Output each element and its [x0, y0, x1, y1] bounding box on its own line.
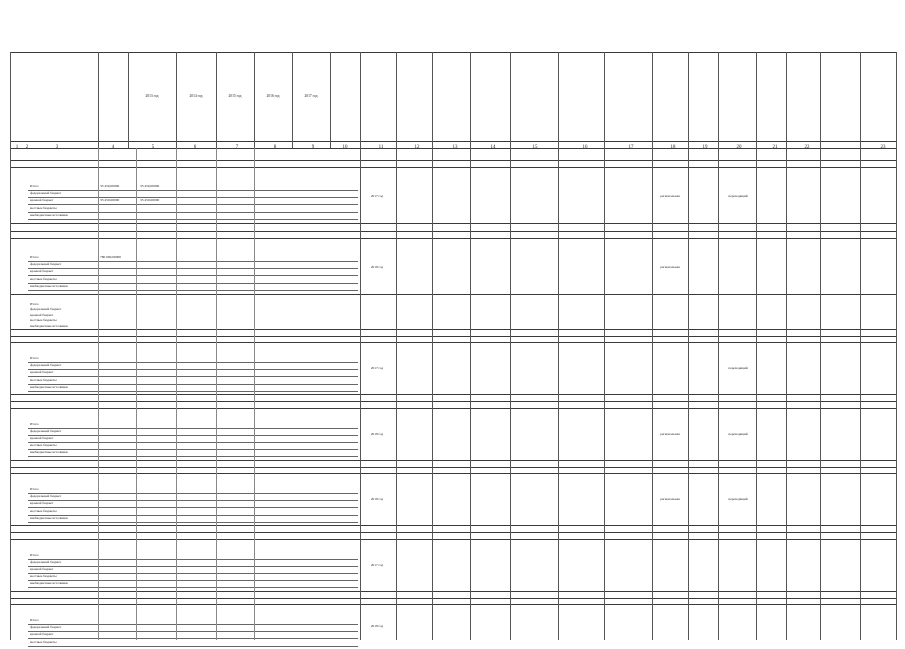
budget-row-label: внебюджетные источники: [30, 385, 90, 389]
budget-row-label: Итого: [30, 255, 90, 259]
budget-value: 33 450,00000: [100, 198, 119, 202]
column-number: 22: [802, 145, 812, 150]
budget-row-label: краевой бюджет: [30, 269, 90, 273]
table-rule: [470, 148, 471, 640]
table-rule: [28, 219, 358, 220]
column-number: 18: [668, 145, 678, 150]
column-number: 13: [450, 145, 460, 150]
budget-row-label: федеральный бюджет: [30, 429, 90, 433]
column-number: 6: [190, 145, 200, 150]
table-rule: [98, 52, 99, 148]
budget-row-label: Итого: [30, 487, 90, 491]
budget-value: 33 450,00000: [140, 184, 159, 188]
table-rule: [510, 52, 511, 148]
header-col-15: [604, 52, 652, 140]
object-attribute-level: региональная: [652, 432, 688, 436]
budget-row-label: краевой бюджет: [30, 567, 90, 571]
table-rule: [10, 532, 896, 533]
table-rule: [128, 52, 129, 148]
table-rule: [396, 148, 397, 640]
table-rule: [10, 141, 896, 142]
budget-row-label: краевой бюджет: [30, 198, 90, 202]
budget-row-label: федеральный бюджет: [30, 363, 90, 367]
table-rule: [28, 587, 358, 588]
table-rule: [652, 148, 653, 640]
table-rule: [652, 52, 653, 148]
column-number: 11: [376, 145, 386, 150]
column-number: 3: [52, 145, 62, 150]
table-rule: [604, 148, 605, 640]
table-rule: [10, 223, 896, 224]
budget-row-label: внебюджетные источники: [30, 284, 90, 288]
table-rule: [330, 52, 331, 148]
budget-value: 780 600,00000: [100, 255, 121, 259]
column-number: 4: [108, 145, 118, 150]
header-col-2: [98, 52, 128, 140]
table-rule: [28, 391, 358, 392]
table-rule: [10, 598, 896, 599]
table-rule: [718, 52, 719, 148]
section-heading: [12, 461, 892, 466]
section-heading: [12, 154, 892, 159]
table-rule: [10, 167, 896, 168]
object-attribute-level: региональная: [652, 497, 688, 501]
table-rule: [216, 52, 217, 148]
table-rule: [558, 148, 559, 640]
table-rule: [786, 148, 787, 640]
header-col-7: 2017 год: [292, 52, 330, 140]
table-rule: [896, 52, 897, 148]
table-rule: [10, 148, 11, 640]
object-attribute-term: 2017 год: [362, 366, 392, 370]
object-attribute-c5: переходящий: [722, 432, 754, 436]
column-number: 14: [488, 145, 498, 150]
object-title: [28, 409, 358, 421]
section-heading: [12, 225, 892, 230]
budget-row-label: Итого: [30, 618, 90, 622]
header-col-21: [820, 52, 896, 140]
budget-row-label: федеральный бюджет: [30, 191, 90, 195]
header-col-18: [718, 52, 756, 140]
budget-row-label: краевой бюджет: [30, 436, 90, 440]
header-col-16: [652, 52, 688, 140]
table-rule: [10, 231, 896, 232]
table-rule: [10, 401, 896, 402]
object-attribute-level: региональная: [652, 265, 688, 269]
document-sheet: [10, 0, 900, 640]
table-rule: [10, 160, 896, 161]
column-number: 23: [878, 145, 888, 150]
column-number: 7: [232, 145, 242, 150]
header-col-17: [688, 52, 718, 140]
table-rule: [604, 52, 605, 148]
section-heading: [12, 330, 892, 335]
table-rule: [688, 52, 689, 148]
budget-row-label: федеральный бюджет: [30, 262, 90, 266]
column-number: 17: [626, 145, 636, 150]
table-rule: [292, 52, 293, 148]
table-rule: [432, 52, 433, 148]
header-col-13: [510, 52, 558, 140]
table-rule: [10, 52, 11, 148]
budget-row-label: федеральный бюджет: [30, 560, 90, 564]
column-number: 21: [770, 145, 780, 150]
table-rule: [396, 52, 397, 148]
object-attribute-term: 2017 год: [362, 194, 392, 198]
header-col-6: 2016 год: [254, 52, 292, 140]
object-title: [28, 474, 358, 486]
column-number: 12: [412, 145, 422, 150]
totals-row-label: Итого: [30, 302, 90, 306]
table-rule: [558, 52, 559, 148]
table-rule: [176, 52, 177, 148]
section-heading: [12, 527, 892, 532]
table-rule: [432, 148, 433, 640]
header-col-11: [432, 52, 470, 140]
totals-row-label: федеральный бюджет: [30, 307, 90, 311]
table-rule: [10, 52, 896, 53]
table-rule: [10, 336, 896, 337]
section-heading: [12, 592, 892, 597]
budget-row-label: местные бюджеты: [30, 206, 90, 210]
table-rule: [820, 52, 821, 148]
table-rule: [10, 238, 896, 239]
header-col-3: 2013 год: [128, 52, 176, 140]
table-rule: [756, 148, 757, 640]
column-number: 10: [340, 145, 350, 150]
budget-row-label: внебюджетные источники: [30, 516, 90, 520]
budget-row-label: краевой бюджет: [30, 632, 90, 636]
object-attribute-term: 2018 год: [362, 497, 392, 501]
table-rule: [360, 52, 361, 148]
header-col-8: [330, 52, 360, 140]
header-col-19: [756, 52, 786, 140]
column-number: 5: [148, 145, 158, 150]
budget-row-label: федеральный бюджет: [30, 494, 90, 498]
budget-row-label: местные бюджеты: [30, 443, 90, 447]
table-rule: [10, 294, 896, 295]
table-rule: [28, 522, 358, 523]
table-rule: [360, 148, 361, 640]
object-attribute-term: 2018 год: [362, 432, 392, 436]
table-rule: [718, 148, 719, 640]
object-title: [28, 605, 358, 617]
header-col-10: [396, 52, 432, 140]
totals-row-label: внебюджетные источники: [30, 324, 90, 328]
budget-row-label: Итого: [30, 553, 90, 557]
object-title: [28, 168, 358, 182]
object-title: [28, 343, 358, 355]
table-rule: [688, 148, 689, 640]
budget-value: 33 450,00000: [140, 198, 159, 202]
budget-row-label: внебюджетные источники: [30, 450, 90, 454]
budget-row-label: Итого: [30, 356, 90, 360]
budget-row-label: местные бюджеты: [30, 378, 90, 382]
object-attribute-c5: переходящий: [722, 366, 754, 370]
table-rule: [28, 646, 358, 647]
budget-row-label: местные бюджеты: [30, 509, 90, 513]
object-title: [28, 239, 358, 253]
header-col-4: 2014 год: [176, 52, 216, 140]
column-number: 15: [530, 145, 540, 150]
header-col-20: [786, 52, 820, 140]
budget-row-label: краевой бюджет: [30, 370, 90, 374]
budget-row-label: внебюджетные источники: [30, 581, 90, 585]
table-rule: [820, 148, 821, 640]
header-col-1: [10, 52, 98, 140]
budget-row-label: местные бюджеты: [30, 574, 90, 578]
budget-row-label: местные бюджеты: [30, 640, 90, 644]
table-rule: [470, 52, 471, 148]
table-rule: [10, 467, 896, 468]
object-attribute-level: региональная: [652, 194, 688, 198]
budget-row-label: внебюджетные источники: [30, 213, 90, 217]
column-number: 1: [12, 145, 22, 150]
budget-row-label: федеральный бюджет: [30, 625, 90, 629]
totals-row-label: краевой бюджет: [30, 313, 90, 317]
table-rule: [860, 52, 861, 148]
table-rule: [860, 148, 861, 640]
object-attribute-term: 2017 год: [362, 563, 392, 567]
object-attribute-term: 2018 год: [362, 624, 392, 628]
header-col-14: [558, 52, 604, 140]
header-col-9: [360, 52, 396, 140]
budget-value: 33 450,00000: [100, 184, 119, 188]
table-rule: [756, 52, 757, 148]
budget-row-label: местные бюджеты: [30, 277, 90, 281]
header-col-5: 2015 год: [216, 52, 254, 140]
table-rule: [28, 290, 358, 291]
column-number: 2: [22, 145, 32, 150]
object-attribute-c5: переходящий: [722, 497, 754, 501]
section-heading: [12, 396, 892, 401]
column-number: 16: [580, 145, 590, 150]
column-number: 8: [270, 145, 280, 150]
column-number: 9: [308, 145, 318, 150]
header-col-12: [470, 52, 510, 140]
table-rule: [896, 148, 897, 640]
budget-row-label: Итого: [30, 422, 90, 426]
budget-row-label: краевой бюджет: [30, 501, 90, 505]
table-rule: [786, 52, 787, 148]
column-number: 20: [734, 145, 744, 150]
table-rule: [510, 148, 511, 640]
column-number: 19: [700, 145, 710, 150]
budget-row-label: Итого: [30, 184, 90, 188]
totals-row-label: местные бюджеты: [30, 318, 90, 322]
object-title: [28, 540, 358, 552]
table-rule: [254, 52, 255, 148]
object-attribute-c5: переходящий: [722, 194, 754, 198]
table-rule: [28, 456, 358, 457]
object-attribute-term: 2018 год: [362, 265, 392, 269]
